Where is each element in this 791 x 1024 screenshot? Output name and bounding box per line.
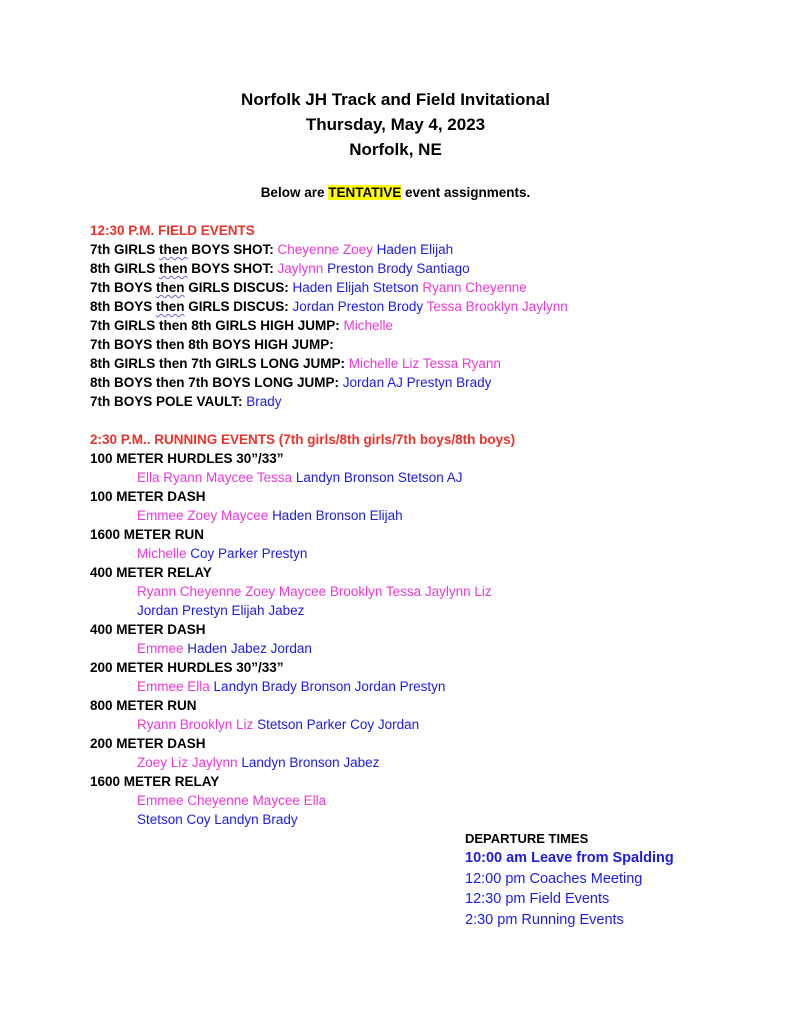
departure-item: 10:00 am Leave from Spalding — [465, 850, 674, 866]
departure-item: 12:30 pm Field Events — [465, 891, 610, 907]
underlined-word: then — [159, 261, 188, 276]
field-row — [90, 318, 393, 333]
girls-names: Emmee — [137, 641, 184, 656]
boys-names: Jordan AJ Prestyn Brady — [342, 375, 492, 390]
event-name: 400 METER RELAY — [90, 565, 212, 580]
departure-heading: DEPARTURE TIMES — [465, 831, 589, 846]
girls-names: Ella Ryann Maycee Tessa — [137, 470, 293, 485]
title-line-2: Thursday, May 4, 2023 — [305, 115, 486, 134]
departure-item: 12:00 pm Coaches Meeting — [465, 871, 643, 887]
event-athletes — [137, 641, 312, 656]
label-part: GIRLS DISCUS: — [184, 299, 289, 314]
event-name: 100 METER DASH — [90, 489, 206, 504]
field-row — [90, 280, 527, 295]
boys-names: Landyn Bronson Jabez — [241, 755, 380, 770]
label-part: BOYS SHOT: — [187, 261, 274, 276]
boys-names: Haden Elijah — [376, 242, 454, 257]
event-athletes — [137, 508, 403, 523]
underlined-word: then — [156, 280, 185, 295]
girls-names: Emmee Zoey Maycee — [137, 508, 269, 523]
boys-names: Jordan Prestyn Elijah Jabez — [137, 603, 305, 618]
label-part: 7th GIRLS — [90, 242, 160, 257]
event-athletes — [137, 470, 462, 485]
boys-names: Stetson Coy Landyn Brady — [137, 812, 298, 827]
boys-names: Haden Jabez Jordan — [187, 641, 312, 656]
event-name: 200 METER HURDLES 30”/33” — [90, 660, 284, 675]
boys-names: Coy Parker Prestyn — [190, 546, 308, 561]
girls-names: Cheyenne Zoey — [277, 242, 373, 257]
girls-names: Michelle — [343, 318, 394, 333]
boys-names: Haden Bronson Elijah — [272, 508, 403, 523]
field-row — [90, 356, 501, 371]
title-line-1: Norfolk JH Track and Field Invitational — [241, 90, 550, 109]
girls-names: Michelle — [137, 546, 187, 561]
event-athletes — [137, 717, 419, 732]
event-athletes — [137, 546, 307, 561]
boys-names: Jordan Preston Brody — [292, 299, 424, 314]
notice-highlight: TENTATIVE — [328, 185, 402, 200]
event-name: 1600 METER RELAY — [90, 774, 220, 789]
event-label: 8th GIRLS then 7th GIRLS LONG JUMP: — [90, 356, 346, 371]
running-events-heading: 2:30 P.M.. RUNNING EVENTS (7th girls/8th girls/7th boys/8th boys) — [90, 432, 516, 447]
event-name: 400 METER DASH — [90, 622, 206, 637]
girls-names: Ryann Cheyenne — [422, 280, 527, 295]
event-label: 7th BOYS then 8th BOYS HIGH JUMP: — [90, 337, 334, 352]
departure-item: 2:30 pm Running Events — [465, 912, 624, 928]
underlined-word: then — [159, 242, 188, 257]
event-label: 8th BOYS then 7th BOYS LONG JUMP: — [90, 375, 340, 390]
notice-after: event assignments. — [405, 185, 531, 200]
label-part: 8th GIRLS — [90, 261, 160, 276]
girls-names: Tessa Brooklyn Jaylynn — [426, 299, 568, 314]
event-name: 100 METER HURDLES 30”/33” — [90, 451, 284, 466]
boys-names: Stetson Parker Coy Jordan — [257, 717, 420, 732]
girls-names: Ryann Brooklyn Liz — [137, 717, 254, 732]
boys-names: Brady — [246, 394, 282, 409]
event-name: 800 METER RUN — [90, 698, 197, 713]
field-row — [90, 337, 334, 352]
girls-names: Michelle Liz Tessa Ryann — [348, 356, 501, 371]
field-row — [90, 261, 470, 276]
boys-names: Landyn Brady Bronson Jordan Prestyn — [213, 679, 446, 694]
girls-names: Ryann Cheyenne Zoey Maycee Brooklyn Tessa Jaylynn Liz — [137, 584, 492, 599]
title-line-3: Norfolk, NE — [349, 140, 442, 159]
event-name: 200 METER DASH — [90, 736, 206, 751]
event-athletes — [137, 679, 445, 694]
girls-names: Emmee Ella — [137, 679, 210, 694]
label-part: BOYS SHOT: — [187, 242, 274, 257]
underlined-word: then — [156, 299, 185, 314]
event-athletes — [137, 755, 379, 770]
girls-names: Zoey Liz Jaylynn — [137, 755, 238, 770]
field-row — [90, 394, 282, 409]
field-row — [90, 242, 453, 257]
label-part: GIRLS DISCUS: — [184, 280, 289, 295]
boys-names: Landyn Bronson Stetson AJ — [295, 470, 463, 485]
field-row — [90, 375, 491, 390]
label-part: 7th BOYS — [90, 280, 157, 295]
label-part: 8th BOYS — [90, 299, 157, 314]
field-row — [90, 299, 568, 314]
boys-names: Haden Elijah Stetson — [292, 280, 419, 295]
tentative-notice — [0, 185, 791, 200]
field-events-heading: 12:30 P.M. FIELD EVENTS — [90, 223, 255, 238]
girls-names: Jaylynn — [277, 261, 324, 276]
event-label: 7th GIRLS then 8th GIRLS HIGH JUMP: — [90, 318, 340, 333]
event-label: 7th BOYS POLE VAULT: — [90, 394, 243, 409]
girls-names: Emmee Cheyenne Maycee Ella — [137, 793, 327, 808]
boys-names: Preston Brody Santiago — [327, 261, 470, 276]
notice-before: Below are — [260, 185, 325, 200]
event-name: 1600 METER RUN — [90, 527, 205, 542]
